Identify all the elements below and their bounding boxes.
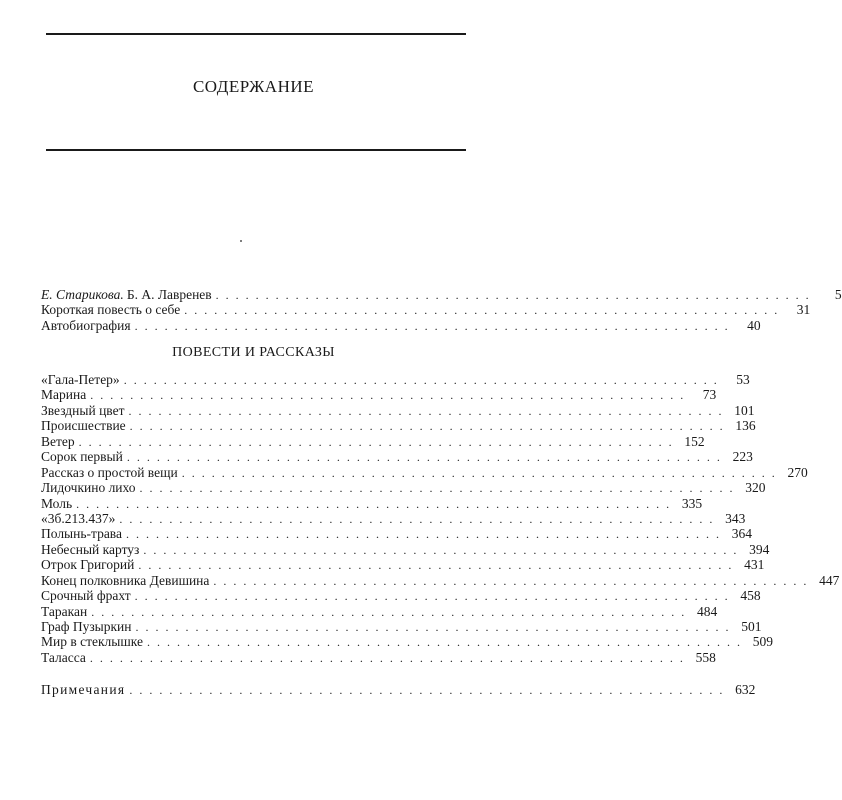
toc-entry [41,649,716,665]
toc-entry-page: 136 [735,418,756,434]
toc-entry-title: Таракан [41,603,88,619]
dot-leader: ............................................................ [129,419,730,434]
toc-entry [41,317,761,333]
dot-leader: ............................................................ [89,650,690,665]
toc-entry-page: 431 [744,557,765,573]
toc-entry-title: Ветер [41,433,75,449]
toc-entry [41,287,842,302]
toc-entry-page: 40 [747,317,761,333]
toc-entry-author: Е. Старикова. [41,287,124,302]
toc-entry-title: Конец полковника Девишина [41,572,210,588]
toc-entry-page: 364 [731,526,752,542]
toc-entry [41,402,755,418]
page-title: СОДЕРЖАНИЕ [192,77,315,96]
toc-entry-title: Примечания [41,682,126,697]
toc-entry [41,526,752,542]
toc-entry-title: Граф Пузыркин [41,619,132,634]
dot-leader: ............................................................ [135,620,736,634]
dot-leader: ............................................................ [134,589,735,604]
toc-entry-page: 152 [684,433,705,449]
top-rule [46,33,466,35]
toc-entry-page: 458 [740,588,761,604]
toc-entry-page: 223 [732,449,753,465]
toc-entry-page: 73 [702,387,717,403]
toc-entry [41,557,765,573]
toc-entry-page: 31 [796,302,811,318]
toc-entry-title: Таласса [41,649,86,665]
dot-leader: ............................................................ [126,450,727,465]
toc-entry-page: 558 [695,649,716,665]
toc-entry-page: 484 [696,603,718,619]
dot-leader: ............................................................ [184,303,785,318]
toc-entry-title: Мир в стеклышке [41,634,143,650]
back-matter-list [41,682,756,697]
toc-entry-title: Моль [41,495,73,511]
toc-entry [41,541,770,557]
toc-entry [41,387,717,403]
toc-entry-title: Звездный цвет [41,402,125,418]
dot-leader: ............................................................ [123,373,724,387]
toc-entry-title: Б. А. Лавренев [126,287,212,302]
toc-entry-title: Короткая повесть о себе [41,302,181,318]
toc-entry-page: 53 [736,372,750,387]
toc-entry-page: 320 [745,480,766,496]
dot-leader: ............................................................ [90,388,691,403]
print-speck [240,240,242,242]
toc-entry-title: Марина [41,387,87,403]
toc-entry [41,588,761,604]
dot-leader: ............................................................ [215,288,816,302]
dot-leader: ............................................................ [128,403,729,418]
toc-entry-page: 509 [752,634,773,650]
toc-entry-page: 335 [681,495,703,511]
toc-entry [41,572,840,588]
toc-entry-page: 394 [749,541,770,557]
dot-leader: ............................................................ [91,604,692,619]
title-underline-rule [46,149,466,151]
toc-entry-title: Полынь-трава [41,526,122,542]
dot-leader: ............................................................ [134,318,735,333]
toc-entry-page: 501 [741,619,762,634]
toc-entry [41,302,811,318]
toc-entry [41,372,750,387]
toc-entry [41,682,756,697]
dot-leader: ............................................................ [76,496,677,511]
toc-entry [41,495,703,511]
toc-entry-title: Рассказ о простой вещи [41,464,178,480]
toc-entry-title: Отрок Григорий [41,557,135,573]
dot-leader: ............................................................ [119,511,720,526]
toc-entry [41,418,756,434]
dot-leader: ............................................................ [78,434,679,449]
dot-leader: ............................................................ [146,635,747,650]
toc-entry [41,433,705,449]
toc-entry [41,619,762,634]
dot-leader: ............................................................ [126,527,726,542]
stories-list [41,372,840,665]
dot-leader: ............................................................ [138,558,739,573]
toc-entry-title: Лидочкино лихо [41,480,136,496]
toc-entry-title: «3б.213.437» [41,510,116,526]
toc-entry [41,480,766,496]
toc-entry [41,464,808,480]
toc-entry-page: 270 [787,464,808,480]
section-heading: ПОВЕСТИ И РАССКАЗЫ [172,345,335,360]
toc-entry-page: 632 [735,682,756,697]
toc-entry-label [41,287,212,302]
toc-entry-page: 5 [834,287,842,302]
toc-entry-title: «Гала-Петер» [41,372,120,387]
dot-leader: ............................................................ [181,465,782,480]
toc-entry-title: Сорок первый [41,449,123,465]
dot-leader: ............................................................ [213,573,814,588]
toc-entry-page: 101 [734,402,755,418]
toc-entry [41,634,773,650]
front-matter-list [41,287,842,333]
toc-entry [41,510,746,526]
toc-entry-page: 447 [819,572,840,588]
toc-entry-title: Происшествие [41,418,126,434]
toc-entry-title: Автобиография [41,317,131,333]
dot-leader: ............................................................ [139,481,740,496]
toc-entry [41,603,718,619]
toc-entry-title: Срочный фрахт [41,588,131,604]
toc-entry-title: Небесный картуз [41,541,140,557]
toc-entry [41,449,753,465]
dot-leader: ............................................................ [143,542,744,557]
toc-entry-page: 343 [725,510,746,526]
dot-leader: ............................................................ [129,683,730,697]
